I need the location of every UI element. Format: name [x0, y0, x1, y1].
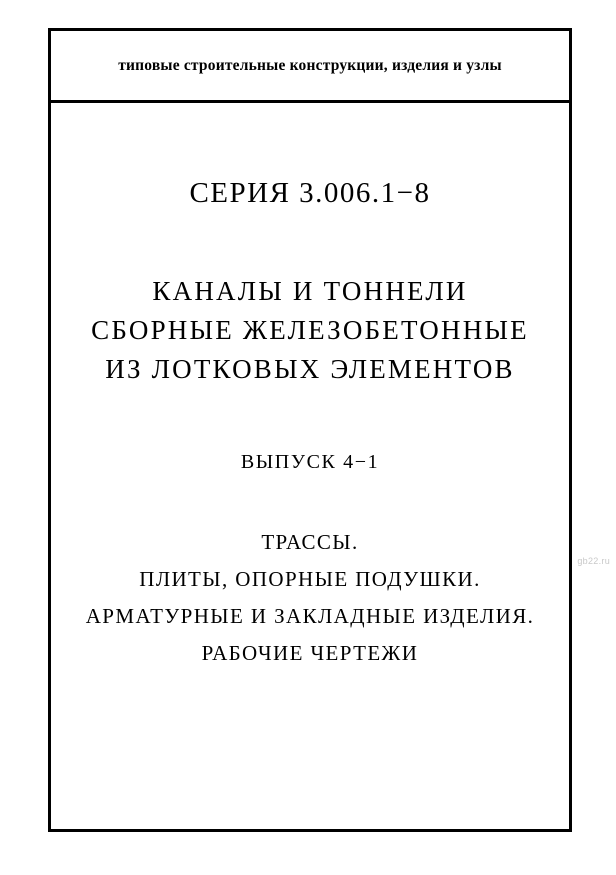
subject-line-3: АРМАТУРНЫЕ И ЗАКЛАДНЫЕ ИЗДЕЛИЯ.: [85, 603, 535, 628]
header-band: [51, 31, 569, 103]
subject-line-1: ТРАССЫ.: [261, 530, 359, 555]
subject-line-2: ПЛИТЫ, ОПОРНЫЕ ПОДУШКИ.: [139, 567, 481, 592]
title-line-3: ИЗ ЛОТКОВЫХ ЭЛЕМЕНТОВ: [105, 354, 515, 385]
series-number: СЕРИЯ 3.006.1−8: [189, 177, 431, 209]
subject-line-4: РАБОЧИЕ ЧЕРТЕЖИ: [201, 640, 419, 665]
document-subject: [65, 524, 555, 671]
title-page-frame: [48, 28, 572, 832]
document-title: [65, 272, 555, 389]
title-line-2: СБОРНЫЕ ЖЕЛЕЗОБЕТОННЫЕ: [91, 315, 529, 346]
watermark-text: gb22.ru: [577, 556, 610, 566]
document-category-line: типовые строительные конструкции, изделия и узлы: [118, 56, 502, 74]
title-content: [51, 103, 569, 829]
title-line-1: КАНАЛЫ И ТОННЕЛИ: [152, 276, 468, 306]
issue-number: ВЫПУСК 4−1: [240, 451, 380, 474]
